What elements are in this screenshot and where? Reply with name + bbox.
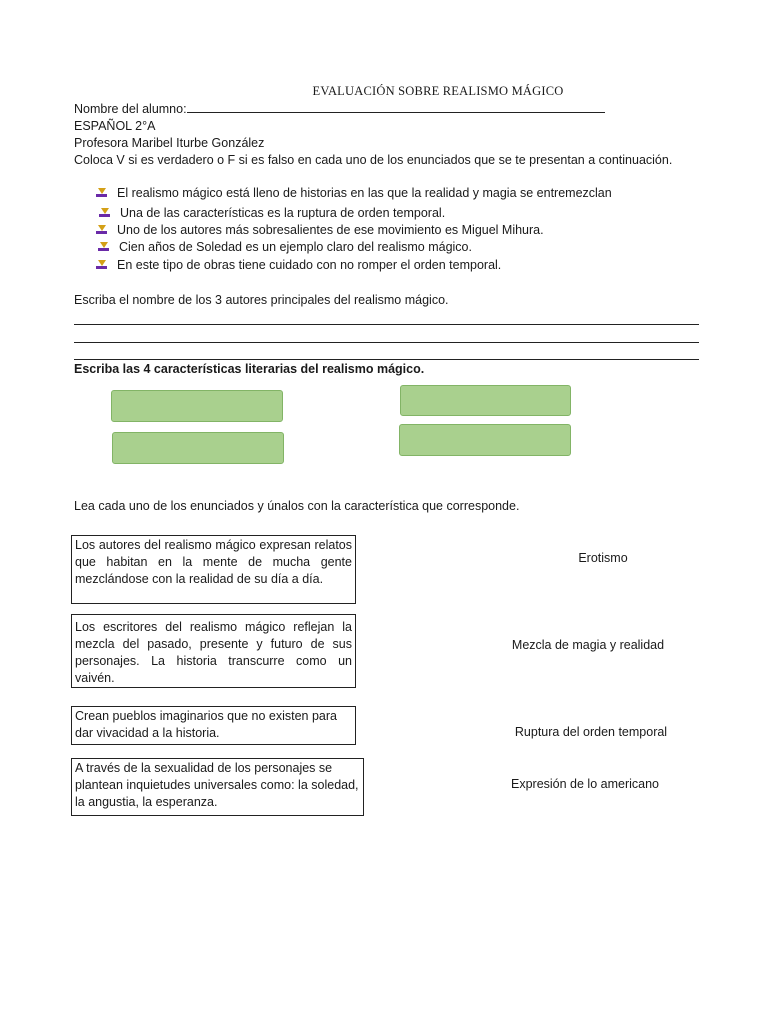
student-name-label: Nombre del alumno: [74, 102, 187, 116]
list-item: Cien años de Soledad es un ejemplo claro del realismo mágico. [98, 240, 472, 254]
list-item: En este tipo de obras tiene cuidado con no romper el orden temporal. [96, 258, 501, 272]
teacher-label: Profesora Maribel Iturbe González [74, 136, 265, 150]
bullet-arrow-icon [99, 208, 110, 218]
statement-box[interactable]: Los autores del realismo mágico expresan relatos que habitan en la mente de mucha gente mezclándose con la realidad de su día a día. [71, 535, 356, 604]
characteristic-answer-box[interactable] [399, 424, 571, 456]
matching-instruction: Lea cada uno de los enunciados y únalos con la característica que corresponde. [74, 499, 520, 513]
characteristic-option[interactable]: Erotismo [578, 551, 628, 565]
bullet-arrow-icon [98, 242, 109, 252]
statement-box[interactable]: Los escritores del realismo mágico reflejan la mezcla del pasado, presente y futuro de sus personajes. La historia transcurre como un vaivén. [71, 614, 356, 688]
characteristic-answer-box[interactable] [400, 385, 571, 416]
characteristic-option[interactable]: Expresión de lo americano [511, 777, 659, 791]
characteristic-answer-box[interactable] [112, 432, 284, 464]
answer-line[interactable] [74, 342, 699, 343]
page-title: EVALUACIÓN SOBRE REALISMO MÁGICO [312, 84, 564, 98]
characteristic-answer-box[interactable] [111, 390, 283, 422]
list-item: El realismo mágico está lleno de historias en las que la realidad y magia se entremezclan [96, 186, 612, 200]
student-name-blank[interactable] [187, 101, 605, 113]
answer-line[interactable] [74, 359, 699, 360]
statement-box[interactable]: Crean pueblos imaginarios que no existen para dar vivacidad a la historia. [71, 706, 356, 745]
list-item: Uno de los autores más sobresalientes de ese movimiento es Miguel Mihura. [96, 223, 544, 237]
statement-box[interactable]: A través de la sexualidad de los personajes se plantean inquietudes universales como: la soledad, la angustia, la esperanza. [71, 758, 364, 816]
list-item: Una de las características es la ruptura de orden temporal. [99, 206, 445, 220]
characteristics-instruction: Escriba las 4 características literarias del realismo mágico. [74, 362, 425, 376]
authors-instruction: Escriba el nombre de los 3 autores principales del realismo mágico. [74, 293, 449, 307]
answer-line[interactable] [74, 324, 699, 325]
student-name-row [74, 101, 605, 116]
bullet-arrow-icon [96, 188, 107, 198]
true-false-instruction: Coloca V si es verdadero o F si es falso en cada uno de los enunciados que se te presentan a continuación. [74, 153, 673, 167]
characteristic-option[interactable]: Mezcla de magia y realidad [511, 638, 665, 652]
bullet-arrow-icon [96, 225, 107, 235]
characteristic-option[interactable]: Ruptura del orden temporal [514, 725, 668, 739]
class-label: ESPAÑOL 2°A [74, 119, 156, 133]
bullet-arrow-icon [96, 260, 107, 270]
